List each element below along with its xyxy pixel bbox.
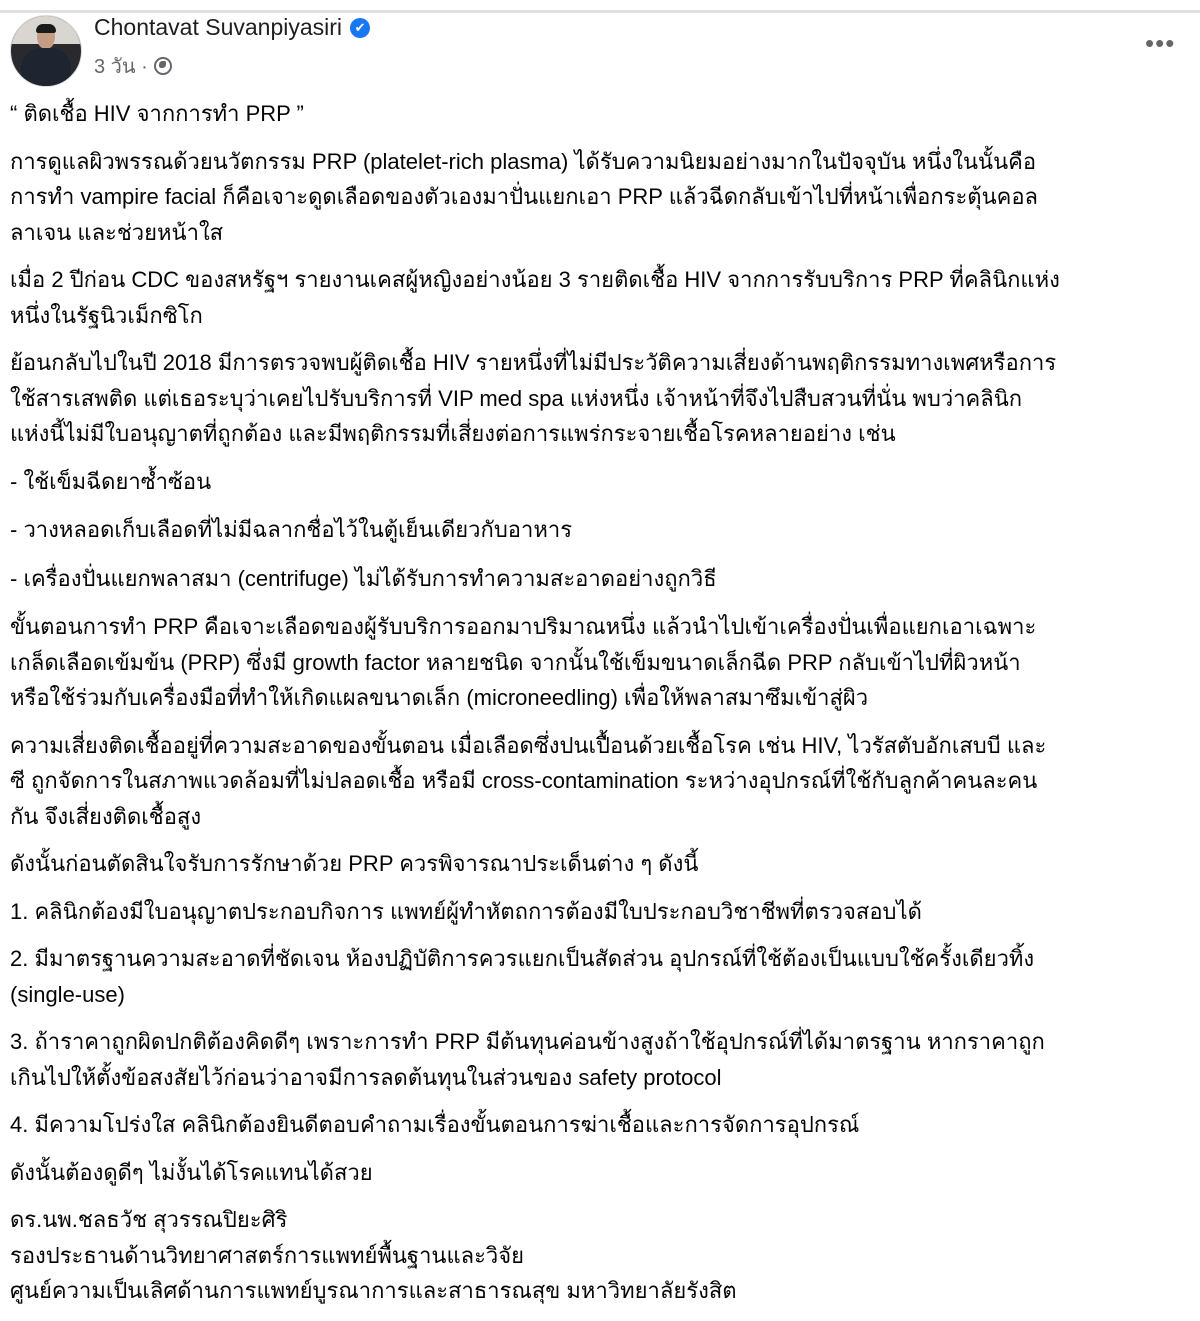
post-paragraph xyxy=(10,609,1195,716)
post-title: “ ติดเชื้อ HIV จากการทำ PRP ” xyxy=(10,101,304,126)
paragraph-line: 4. มีความโปร่งใส คลินิกต้องยินดีตอบคำถามเรื่องขั้นตอนการฆ่าเชื้อและการจัดการอุปกรณ์ xyxy=(10,1112,860,1137)
author-name[interactable] xyxy=(94,14,370,41)
paragraph-line: ใช้สารเสพติด แต่เธอระบุว่าเคยไปรับบริการที่ VIP med spa แห่งหนึ่ง เจ้าหน้าที่จึงไปสืบสวนที่นั่น พบว่าคลินิก xyxy=(10,385,1023,411)
post-paragraph xyxy=(10,1155,1195,1191)
paragraph-line: ลาเจน และช่วยหน้าใส xyxy=(10,219,224,245)
paragraph-line: ดังนั้นต้องดูดีๆ ไม่งั้นได้โรคแทนได้สวย xyxy=(10,1159,373,1185)
paragraph-line: ดร.นพ.ชลธวัช สุวรรณปิยะศิริ xyxy=(10,1207,288,1232)
post-paragraph xyxy=(10,728,1195,835)
paragraph-line: กัน จึงเสี่ยงติดเชื้อสูง xyxy=(10,803,202,829)
post-time[interactable]: 3 วัน · xyxy=(94,56,148,78)
post-paragraph xyxy=(10,345,1195,452)
avatar[interactable] xyxy=(10,15,82,87)
paragraph-line: การทำ vampire facial ก็คือเจาะดูดเลือดของตัวเองมาปั่นแยกเอา PRP แล้วฉีดกลับเข้าไปที่หน้าเพื่อกระตุ้นคอล xyxy=(10,184,1039,209)
paragraph-line: ศูนย์ความเป็นเลิศด้านการแพทย์บูรณาการและสาธารณสุข มหาวิทยาลัยรังสิต xyxy=(10,1278,737,1303)
post-paragraph xyxy=(10,262,1195,333)
paragraph-line: ซี ถูกจัดการในสภาพแวดล้อมที่ไม่ปลอดเชื้อ หรือมี cross-contamination ระหว่างอุปกรณ์ที่ใช้กับลูกค้าคนละคน xyxy=(10,768,1038,793)
paragraph-line: ย้อนกลับไปในปี 2018 มีการตรวจพบผู้ติดเชื้อ HIV รายหนึ่งที่ไม่มีประวัติความเสี่ยงด้านพฤติกรรมทางเพศหรือการ xyxy=(10,350,1057,375)
paragraph-line: หนึ่งในรัฐนิวเม็กซิโก xyxy=(10,302,203,328)
verified-badge-icon: ✔ xyxy=(350,18,370,38)
paragraph-line: ดังนั้นก่อนตัดสินใจรับการรักษาด้วย PRP ควรพิจารณาประเด็นต่าง ๆ ดังนี้ xyxy=(10,851,699,876)
paragraph-line: 2. มีมาตรฐานความสะอาดที่ชัดเจน ห้องปฏิบัติการควรแยกเป็นสัดส่วน อุปกรณ์ที่ใช้ต้องเป็นแบบใช้ครั้งเดียวทิ้ง xyxy=(10,946,1035,971)
post-paragraph xyxy=(10,144,1195,251)
paragraph-line: 3. ถ้าราคาถูกผิดปกติต้องคิดดีๆ เพราะการทำ PRP มีต้นทุนค่อนข้างสูงถ้าใช้อุปกรณ์ที่ได้มาตรฐาน หากราคาถูก xyxy=(10,1029,1045,1054)
post-paragraph xyxy=(10,1202,1195,1309)
post-paragraph xyxy=(10,846,1195,882)
paragraph-line: เมื่อ 2 ปีก่อน CDC ของสหรัฐฯ รายงานเคสผู้หญิงอย่างน้อย 3 รายติดเชื้อ HIV จากการรับบริการ PRP ที่คลินิกแห่ง xyxy=(10,267,1060,292)
top-divider xyxy=(0,10,1200,13)
author-name-text[interactable]: Chontavat Suvanpiyasiri xyxy=(94,14,343,40)
paragraph-line: แห่งนี้ไม่มีใบอนุญาตที่ถูกต้อง และมีพฤติกรรมที่เสี่ยงต่อการแพร่กระจายเชื้อโรคหลายอย่าง เช่น xyxy=(10,421,896,446)
paragraph-line: เกินไปให้ตั้งข้อสงสัยไว้ก่อนว่าอาจมีการลดต้นทุนในส่วนของ safety protocol xyxy=(10,1064,722,1090)
paragraph-line: การดูแลผิวพรรณด้วยนวัตกรรม PRP (platelet-rich plasma) ได้รับความนิยมอย่างมากในปัจจุบัน หนึ่งในนั้นคือ xyxy=(10,148,1037,174)
paragraph-line: (single-use) xyxy=(10,981,125,1007)
paragraph-line: รองประธานด้านวิทยาศาสตร์การแพทย์พื้นฐานและวิจัย xyxy=(10,1242,525,1268)
post-paragraph xyxy=(10,1024,1195,1095)
post-paragraph xyxy=(10,941,1195,1012)
paragraph-line: หรือใช้ร่วมกับเครื่องมือที่ทำให้เกิดแผลขนาดเล็ก (microneedling) เพื่อให้พลาสมาซึมเข้าสู่ผิว xyxy=(10,685,869,710)
more-options-button[interactable]: ••• xyxy=(1145,28,1176,58)
paragraph-line: ความเสี่ยงติดเชื้ออยู่ที่ความสะอาดของขั้นตอน เมื่อเลือดซึ่งปนเปื้อนด้วยเชื้อโรค เช่น HIV, ไวรัสตับอักเสบบี และ xyxy=(10,732,1047,758)
paragraph-line: ขั้นตอนการทำ PRP คือเจาะเลือดของผู้รับบริการออกมาปริมาณหนึ่ง แล้วนำไปเข้าเครื่องปั่นเพื่อแยกเอาเฉพาะ xyxy=(10,614,1037,639)
bullet-item: - วางหลอดเก็บเลือดที่ไม่มีฉลากชื่อไว้ในตู้เย็นเดียวกับอาหาร xyxy=(10,517,573,542)
post-meta xyxy=(94,50,172,82)
paragraph-line: เกล็ดเลือดเข้มข้น (PRP) ซึ่งมี growth factor หลายชนิด จากนั้นใช้เข็มขนาดเล็กฉีด PRP กลับเข้าไปที่ผิวหน้า xyxy=(10,649,1021,675)
post-body xyxy=(10,96,1195,1321)
post-paragraph xyxy=(10,1107,1195,1143)
paragraph-line: 1. คลินิกต้องมีใบอนุญาตประกอบกิจการ แพทย์ผู้ทำหัตถการต้องมีใบประกอบวิชาชีพที่ตรวจสอบได้ xyxy=(10,898,922,924)
globe-icon xyxy=(154,57,172,75)
post-paragraph xyxy=(10,894,1195,930)
bullet-item: - เครื่องปั่นแยกพลาสมา (centrifuge) ไม่ได้รับการทำความสะอาดอย่างถูกวิธี xyxy=(10,565,717,591)
bullet-item: - ใช้เข็มฉีดยาซ้ำซ้อน xyxy=(10,468,212,494)
